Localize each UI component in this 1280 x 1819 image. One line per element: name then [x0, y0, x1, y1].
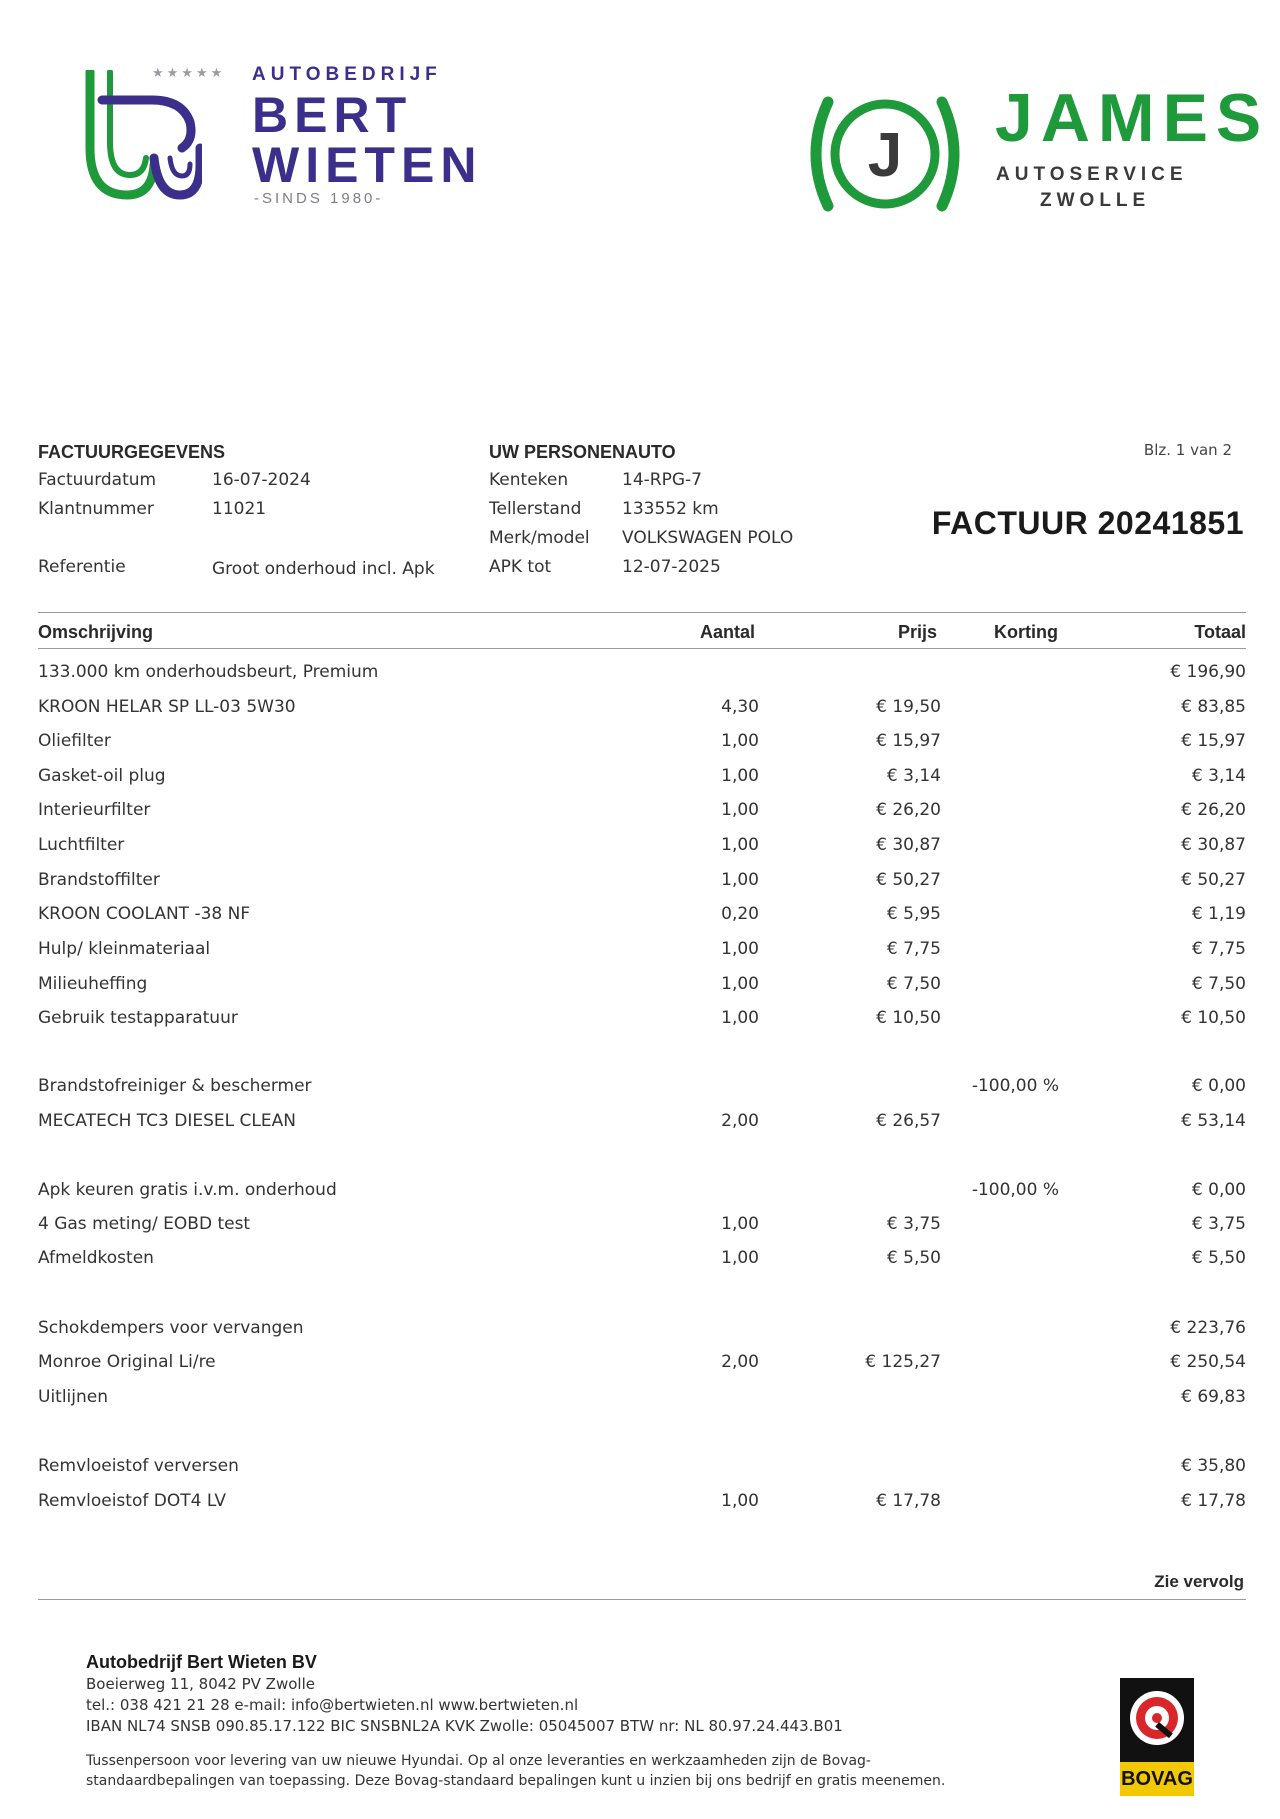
odometer-label: Tellerstand — [489, 499, 582, 519]
row-quantity: 1,00 — [721, 835, 759, 855]
table-row — [38, 974, 1246, 1004]
row-description: Brandstofreiniger & beschermer — [38, 1076, 312, 1096]
row-description: Uitlijnen — [38, 1387, 109, 1407]
row-discount: -100,00 % — [971, 1180, 1059, 1200]
row-discount: -100,00 % — [971, 1076, 1059, 1096]
row-quantity: 1,00 — [721, 1248, 759, 1268]
row-quantity: 1,00 — [721, 1008, 759, 1028]
logo-name-line2: WIETEN — [252, 137, 483, 193]
table-bottom-divider — [38, 1599, 1246, 1600]
row-total: € 53,14 — [1181, 1111, 1246, 1131]
row-description: Milieuheffing — [38, 974, 148, 994]
table-row — [38, 1352, 1246, 1382]
row-price: € 5,95 — [886, 904, 941, 924]
col-header-discount: Korting — [994, 622, 1058, 642]
row-total: € 0,00 — [1191, 1180, 1246, 1200]
james-emblem-icon — [800, 84, 970, 224]
odometer-value: 133552 km — [622, 499, 719, 519]
row-total: € 10,50 — [1181, 1008, 1246, 1028]
table-header-divider — [38, 648, 1246, 649]
row-description: Oliefilter — [38, 731, 111, 751]
row-total: € 50,27 — [1181, 870, 1246, 890]
row-quantity: 2,00 — [721, 1111, 759, 1131]
logo-name-line1: BERT — [252, 87, 413, 143]
plate-label: Kenteken — [489, 470, 569, 490]
row-total: € 7,75 — [1191, 939, 1246, 959]
row-quantity: 1,00 — [721, 974, 759, 994]
row-price: € 50,27 — [876, 870, 941, 890]
bert-wieten-logo — [82, 62, 483, 222]
row-price: € 30,87 — [876, 835, 941, 855]
table-row — [38, 1248, 1246, 1278]
row-description: Hulp/ kleinmateriaal — [38, 939, 211, 959]
logo-subtitle: AUTOBEDRIJF — [252, 64, 442, 85]
table-row — [38, 870, 1246, 900]
col-header-total: Totaal — [1194, 622, 1246, 642]
table-row — [38, 1111, 1246, 1141]
reference-value: Groot onderhoud incl. Apk — [212, 559, 435, 579]
row-total: € 250,54 — [1170, 1352, 1246, 1372]
invoice-date-label: Factuurdatum — [38, 470, 157, 490]
rating-stars: ★★★★★ — [152, 66, 226, 81]
row-quantity: 0,20 — [721, 904, 759, 924]
customer-number-value: 11021 — [212, 499, 267, 519]
col-header-price: Prijs — [897, 622, 937, 642]
row-description: Remvloeistof verversen — [38, 1456, 239, 1476]
row-total: € 30,87 — [1181, 835, 1246, 855]
row-quantity: 1,00 — [721, 800, 759, 820]
james-subtitle: AUTOSERVICE — [996, 164, 1188, 185]
row-price: € 3,14 — [886, 766, 941, 786]
row-description: MECATECH TC3 DIESEL CLEAN — [38, 1111, 296, 1131]
row-price: € 5,50 — [886, 1248, 941, 1268]
row-description: Gasket-oil plug — [38, 766, 166, 786]
row-price: € 17,78 — [876, 1491, 941, 1511]
row-total: € 1,19 — [1191, 904, 1246, 924]
row-description: Luchtfilter — [38, 835, 125, 855]
row-price: € 3,75 — [886, 1214, 941, 1234]
table-row — [38, 904, 1246, 934]
row-total: € 5,50 — [1191, 1248, 1246, 1268]
row-description: Afmeldkosten — [38, 1248, 154, 1268]
row-total: € 15,97 — [1181, 731, 1246, 751]
row-total: € 17,78 — [1181, 1491, 1246, 1511]
invoice-details-title: FACTUURGEGEVENS — [38, 442, 226, 462]
col-header-description: Omschrijving — [38, 622, 154, 642]
table-row — [38, 1214, 1246, 1244]
apk-label: APK tot — [489, 557, 552, 577]
table-row — [38, 766, 1246, 796]
reference-label: Referentie — [38, 557, 126, 577]
table-row — [38, 731, 1246, 761]
row-total: € 0,00 — [1191, 1076, 1246, 1096]
row-total: € 35,80 — [1181, 1456, 1246, 1476]
vehicle-title: UW PERSONENAUTO — [489, 442, 676, 462]
james-name: JAMES — [995, 80, 1270, 156]
table-row — [38, 662, 1246, 692]
row-description: KROON COOLANT -38 NF — [38, 904, 251, 924]
table-row — [38, 1076, 1246, 1106]
row-quantity: 1,00 — [721, 1214, 759, 1234]
row-quantity: 1,00 — [721, 1491, 759, 1511]
table-row — [38, 939, 1246, 969]
col-header-quantity: Aantal — [699, 622, 755, 642]
model-label: Merk/model — [489, 528, 590, 548]
footer-bank: IBAN NL74 SNSB 090.85.17.122 BIC SNSBNL2A KVK Zwolle: 05045007 BTW nr: NL 80.97.24.443.B01 — [86, 1717, 843, 1735]
row-total: € 69,83 — [1181, 1387, 1246, 1407]
page-number: Blz. 1 van 2 — [1143, 441, 1232, 459]
row-total: € 3,14 — [1191, 766, 1246, 786]
row-quantity: 4,30 — [721, 697, 759, 717]
row-price: € 19,50 — [876, 697, 941, 717]
customer-number-label: Klantnummer — [38, 499, 154, 519]
row-quantity: 1,00 — [721, 731, 759, 751]
apk-value: 12-07-2025 — [622, 557, 721, 577]
row-description: Schokdempers voor vervangen — [38, 1318, 304, 1338]
footer-company: Autobedrijf Bert Wieten BV — [86, 1652, 317, 1672]
logo-since: -SINDS 1980- — [254, 190, 384, 207]
table-row — [38, 697, 1246, 727]
bert-wieten-emblem-icon — [82, 70, 202, 210]
table-row — [38, 835, 1246, 865]
plate-value: 14-RPG-7 — [622, 470, 702, 490]
table-row — [38, 1387, 1246, 1417]
footer-contact: tel.: 038 421 21 28 e-mail: info@bertwieten.nl www.bertwieten.nl — [86, 1696, 579, 1714]
row-total: € 223,76 — [1170, 1318, 1246, 1338]
row-description: Interieurfilter — [38, 800, 151, 820]
table-row — [38, 1318, 1246, 1348]
row-description: Monroe Original Li/re — [38, 1352, 216, 1372]
row-quantity: 1,00 — [721, 939, 759, 959]
table-row — [38, 1456, 1246, 1486]
row-total: € 7,50 — [1191, 974, 1246, 994]
row-total: € 196,90 — [1170, 662, 1246, 682]
row-price: € 7,75 — [886, 939, 941, 959]
row-description: KROON HELAR SP LL-03 5W30 — [38, 697, 296, 717]
row-description: Gebruik testapparatuur — [38, 1008, 238, 1028]
row-quantity: 2,00 — [721, 1352, 759, 1372]
table-row — [38, 1008, 1246, 1038]
bovag-label: BOVAG — [1120, 1762, 1194, 1796]
footer-disclaimer-1: Tussenpersoon voor levering van uw nieuwe Hyundai. Op al onze leveranties en werkzaamheden zijn de Bovag- — [86, 1753, 871, 1769]
footer-address: Boeierweg 11, 8042 PV Zwolle — [86, 1675, 315, 1693]
row-price: € 26,20 — [876, 800, 941, 820]
row-description: Brandstoffilter — [38, 870, 160, 890]
bovag-logo — [1120, 1678, 1194, 1796]
row-price: € 125,27 — [865, 1352, 941, 1372]
row-quantity: 1,00 — [721, 870, 759, 890]
table-top-divider — [38, 612, 1246, 613]
row-price: € 15,97 — [876, 731, 941, 751]
footer-disclaimer-2: standaardbepalingen van toepassing. Deze Bovag-standaard bepalingen kunt u inzien bij ons bedrijf en gratis meenemen. — [86, 1773, 946, 1789]
row-price: € 7,50 — [886, 974, 941, 994]
row-total: € 26,20 — [1181, 800, 1246, 820]
row-quantity: 1,00 — [721, 766, 759, 786]
james-city: ZWOLLE — [1040, 190, 1151, 211]
row-description: Apk keuren gratis i.v.m. onderhoud — [38, 1180, 337, 1200]
row-total: € 83,85 — [1181, 697, 1246, 717]
james-icon-letter: J — [867, 121, 903, 190]
row-description: 4 Gas meting/ EOBD test — [38, 1214, 251, 1234]
continue-label: Zie vervolg — [1154, 1572, 1244, 1591]
table-row — [38, 1491, 1246, 1521]
row-price: € 26,57 — [876, 1111, 941, 1131]
model-value: VOLKSWAGEN POLO — [622, 528, 794, 548]
row-price: € 10,50 — [876, 1008, 941, 1028]
row-description: 133.000 km onderhoudsbeurt, Premium — [38, 662, 379, 682]
james-logo — [800, 80, 1270, 224]
invoice-date-value: 16-07-2024 — [212, 470, 311, 490]
table-row — [38, 800, 1246, 830]
table-row — [38, 1180, 1246, 1210]
bovag-emblem-icon — [1120, 1678, 1194, 1762]
invoice-title: FACTUUR 20241851 — [931, 505, 1244, 541]
row-description: Remvloeistof DOT4 LV — [38, 1491, 227, 1511]
row-total: € 3,75 — [1191, 1214, 1246, 1234]
